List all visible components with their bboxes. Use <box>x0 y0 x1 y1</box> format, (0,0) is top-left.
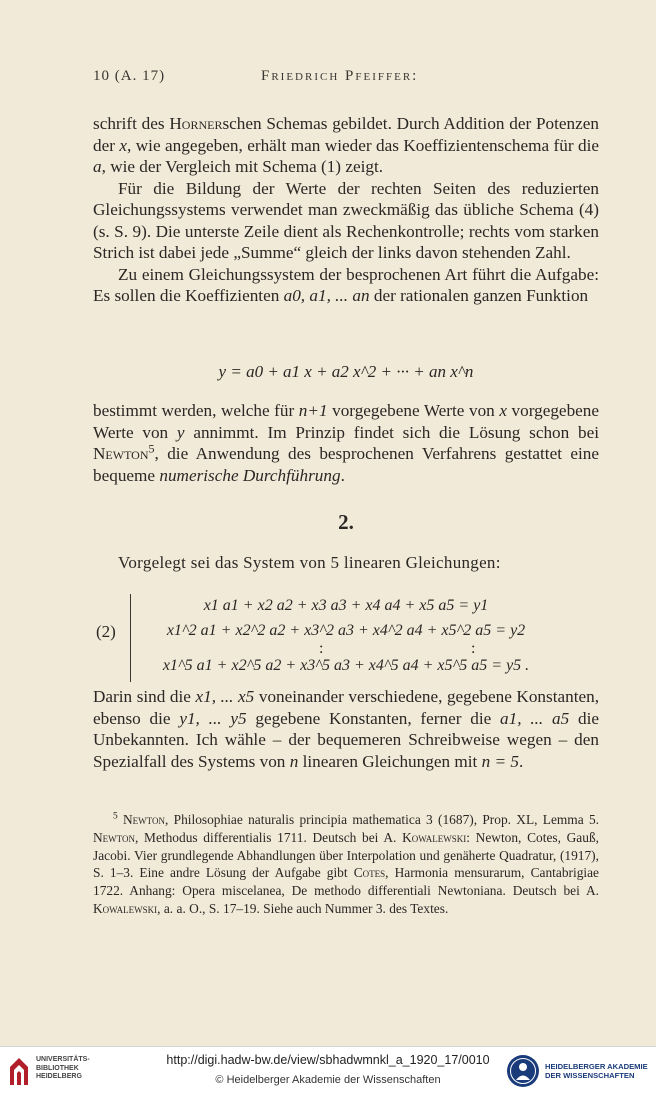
author-header: Friedrich Pfeiffer: <box>261 68 419 84</box>
body-text-middle <box>93 400 599 486</box>
system-row-2: x1^2 a1 + x2^2 a2 + x3^2 a3 + x4^2 a4 + x5^2 a5 = y2 <box>166 622 526 639</box>
emphasis: numerische Durchführung <box>159 465 341 485</box>
academy-seal-icon[interactable] <box>506 1054 540 1088</box>
polynomial-equation: y = a0 + a1 x + a2 x^2 + ··· + an x^n <box>218 362 474 381</box>
footnote-ref: 5 <box>148 441 155 456</box>
copyright-notice: © Heidelberger Akademie der Wissenschaften <box>215 1074 441 1086</box>
university-library-name: UNIVERSITÄTS- BIBLIOTHEK HEIDELBERG <box>36 1056 90 1080</box>
equation-label: (2) <box>96 622 116 641</box>
name-newton: Newton <box>93 444 149 463</box>
section-number: 2. <box>338 510 354 534</box>
university-library-logo-icon[interactable] <box>8 1055 30 1087</box>
paragraph-3: Zu einem Gleichungssystem der besprochenen Art führt die Aufgabe: Es sollen die Koeffizienten a0, a1, ... an der rationalen ganzen Funktion <box>93 264 599 305</box>
name-horner: Horner <box>169 114 223 133</box>
paragraph-4: bestimmt werden, welche für n+1 vorgegebene Werte von x vorgegebene Werte von y annimmt. Im Prinzip findet sich die Lösung schon bei Newton$^5$, die Anwendung des besprochenen Verfahrens gestattet eine bequeme numerische Durchführung. <box>93 401 600 485</box>
paragraph-1: schrift des Hornerschen Schemas gebildet. Durch Addition der Potenzen der x, wie angegeben, erhält man wieder das Koeffizientenschema für die a, wie der Vergleich mit Schema (1) zeigt. <box>93 114 599 176</box>
body-text-top <box>93 113 599 307</box>
system-row-1: x1 a1 + x2 a2 + x3 a3 + x4 a4 + x5 a5 = y1 <box>203 597 489 614</box>
vdots-right: : <box>471 640 476 657</box>
footnote-mark: 5 <box>113 811 118 822</box>
paragraph-5: Darin sind die x1, ... x5 voneinander verschiedene, gegebene Konstanten, ebenso die y1, ... y5 gegebene Konstanten, ferner die a1, ... a5 die Unbekannten. Ich wähle – der bequemeren Schreibweise wegen – den Spezialfall des Systems von n linearen Gleichungen mit n = 5. <box>93 687 599 771</box>
paragraph-2: Für die Bildung der Werte der rechten Seiten des reduzierten Gleichungssystems verwendet man zweckmäßig das übliche Schema (4) (s. S. 9). Die unterste Zeile dient als Rechenkontrolle; rechts vom starken Strich ist dabei jede „Summe“ gleich der links davon stehenden Zahl. <box>93 178 599 262</box>
academy-name: HEIDELBERGER AKADEMIE DER WISSENSCHAFTEN <box>545 1062 648 1080</box>
page-number: 10 (A. 17) <box>93 68 166 84</box>
system-row-3: x1^5 a1 + x2^5 a2 + x3^5 a3 + x4^5 a4 + x5^5 a5 = y5 . <box>162 657 530 674</box>
footer-bar <box>0 1046 656 1095</box>
permalink-url[interactable]: http://digi.hadw-bw.de/view/sbhadwmnkl_a_1920_17/0010 <box>166 1053 490 1067</box>
running-header <box>93 68 583 88</box>
footnote-5: $^5$ Newton, Philosophiae naturalis principia mathematica 3 (1687), Prop. XL, Lemma 5. Newton, Methodus differentialis 1711. Deutsch bei A. Kowalewski: Newton, Cotes, Gauß, Jacobi. Vier grundlegende Abhandlungen über Interpolation und genäherte Quadratur, (1917), S. 1–3. Eine andre Lösung der Aufgabe gibt Cotes, Harmonia mensurarum, Cantabrigiae 1722. Anhang: Opera miscelanea, De methodo differentiali Newtoniana. Deutsch bei A. Kowalewski, a. a. O., S. 17–19. Siehe auch Nummer 3. des Textes. <box>93 811 599 916</box>
vdots-left: : <box>319 640 324 657</box>
intro-line: Vorgelegt sei das System von 5 linearen Gleichungen: <box>118 553 501 572</box>
coefficients: a0, a1, ... an <box>283 286 370 305</box>
